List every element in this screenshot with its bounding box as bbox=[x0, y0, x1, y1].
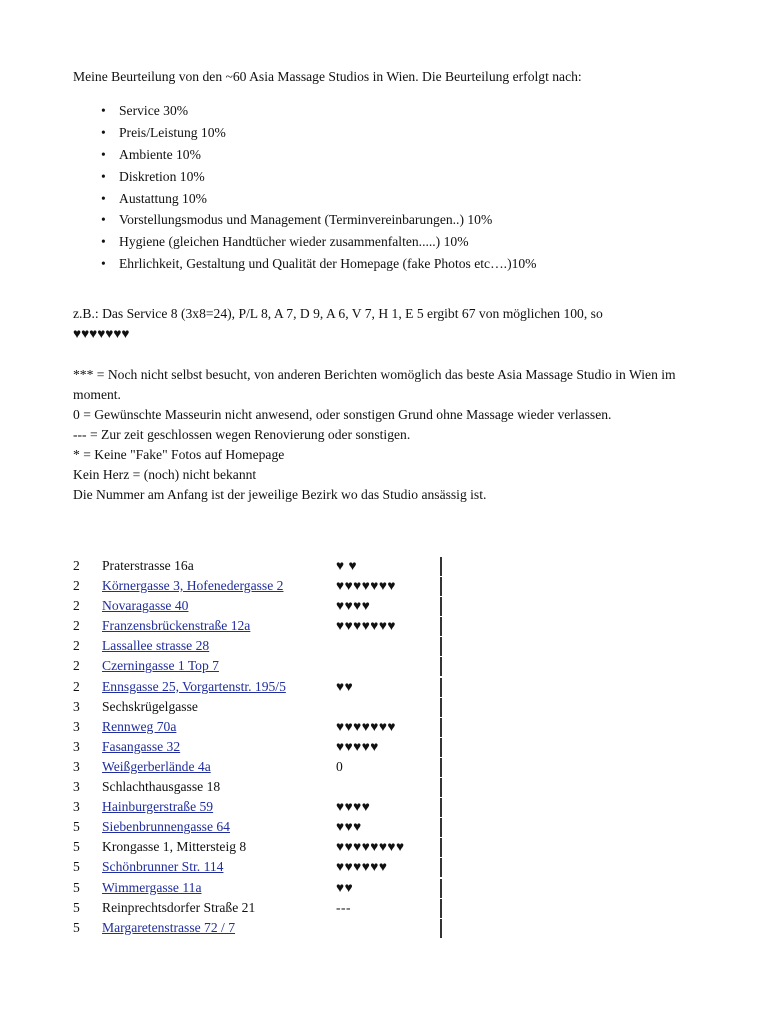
criteria-item: • Preis/Leistung 10% bbox=[101, 123, 537, 145]
district-number: 3 bbox=[73, 698, 80, 714]
rating-hearts: 0 bbox=[336, 758, 344, 774]
criteria-list bbox=[101, 101, 537, 276]
studio-address: Krongasse 1, Mittersteig 8 bbox=[102, 839, 247, 855]
studio-link[interactable]: Wimmergasse 11a bbox=[102, 879, 202, 895]
studio-address: Sechskrügelgasse bbox=[102, 698, 198, 714]
rating-hearts: ♥ ♥ bbox=[336, 558, 358, 573]
table-row bbox=[73, 717, 453, 737]
table-row bbox=[73, 898, 453, 918]
rating-hearts: ♥♥ bbox=[336, 879, 354, 895]
district-number: 2 bbox=[73, 598, 80, 614]
studio-link[interactable]: Margaretenstrasse 72 / 7 bbox=[102, 919, 236, 935]
table-row bbox=[73, 677, 453, 697]
studio-table bbox=[73, 556, 453, 938]
district-number: 5 bbox=[73, 819, 80, 835]
column-divider bbox=[440, 838, 442, 857]
column-divider bbox=[440, 758, 442, 777]
studio-link[interactable]: Rennweg 70a bbox=[102, 718, 177, 734]
table-row bbox=[73, 697, 453, 717]
rating-hearts: --- bbox=[336, 899, 352, 915]
legend-item: *** = Noch nicht selbst besucht, von anderen Berichten womöglich das beste Asia Massage Studio in Wien im moment. bbox=[73, 367, 676, 402]
intro-text: Meine Beurteilung von den ~60 Asia Massage Studios in Wien. Die Beurteilung erfolgt nach: bbox=[73, 69, 582, 84]
district-number: 3 bbox=[73, 758, 80, 774]
column-divider bbox=[440, 637, 442, 656]
district-number: 3 bbox=[73, 799, 80, 815]
studio-link[interactable]: Siebenbrunnengasse 64 bbox=[102, 819, 230, 835]
column-divider bbox=[440, 798, 442, 817]
district-number: 2 bbox=[73, 638, 80, 654]
studio-link[interactable]: Novaragasse 40 bbox=[102, 598, 189, 614]
table-row bbox=[73, 576, 453, 596]
studio-link[interactable]: Czerningasse 1 Top 7 bbox=[102, 658, 219, 674]
district-number: 5 bbox=[73, 899, 80, 915]
studio-address: Schlachthausgasse 18 bbox=[102, 779, 221, 795]
studio-link[interactable]: Schönbrunner Str. 114 bbox=[102, 859, 224, 875]
example-paragraph bbox=[73, 304, 713, 344]
table-row bbox=[73, 837, 453, 857]
column-divider bbox=[440, 718, 442, 737]
table-row bbox=[73, 777, 453, 797]
criteria-item: • Vorstellungsmodus und Management (Terminvereinbarungen..) 10% bbox=[101, 210, 537, 232]
table-row bbox=[73, 918, 453, 938]
table-row bbox=[73, 556, 453, 576]
studio-address: Praterstrasse 16a bbox=[102, 558, 194, 573]
district-number: 3 bbox=[73, 738, 80, 754]
rating-hearts: ♥♥ bbox=[336, 678, 354, 694]
district-number: 3 bbox=[73, 779, 80, 795]
column-divider bbox=[440, 597, 442, 616]
criteria-item: • Diskretion 10% bbox=[101, 167, 537, 189]
district-number: 5 bbox=[73, 859, 80, 875]
district-number: 5 bbox=[73, 919, 80, 935]
column-divider bbox=[440, 879, 442, 898]
criteria-item: • Ambiente 10% bbox=[101, 145, 537, 167]
column-divider bbox=[440, 858, 442, 877]
column-divider bbox=[440, 678, 442, 697]
rating-hearts: ♥♥♥♥♥♥♥ bbox=[336, 718, 396, 734]
criteria-item: • Hygiene (gleichen Handtücher wieder zusammenfalten.....) 10% bbox=[101, 232, 537, 254]
rating-hearts: ♥♥♥♥♥♥♥♥ bbox=[336, 839, 405, 855]
example-hearts: ♥♥♥♥♥♥♥ bbox=[73, 326, 130, 341]
column-divider bbox=[440, 738, 442, 757]
studio-link[interactable]: Ennsgasse 25, Vorgartenstr. 195/5 bbox=[102, 678, 286, 694]
table-row bbox=[73, 757, 453, 777]
studio-link[interactable]: Hainburgerstraße 59 bbox=[102, 799, 214, 815]
table-row bbox=[73, 797, 453, 817]
studio-link[interactable]: Lassallee strasse 28 bbox=[102, 638, 210, 654]
studio-link[interactable]: Fasangasse 32 bbox=[102, 738, 181, 754]
district-number: 2 bbox=[73, 658, 80, 674]
rating-hearts: ♥♥♥♥ bbox=[336, 598, 371, 614]
district-number: 2 bbox=[73, 578, 80, 594]
table-row bbox=[73, 737, 453, 757]
table-row bbox=[73, 878, 453, 898]
table-row bbox=[73, 857, 453, 877]
rating-hearts: ♥♥♥♥♥ bbox=[336, 738, 379, 754]
criteria-item: • Ehrlichkeit, Gestaltung und Qualität der Homepage (fake Photos etc….)10% bbox=[101, 254, 537, 276]
column-divider bbox=[440, 698, 442, 717]
rating-hearts: ♥♥♥♥ bbox=[336, 799, 371, 815]
legend-item: --- = Zur zeit geschlossen wegen Renovierung oder sonstigen. bbox=[73, 427, 411, 442]
studio-link[interactable]: Franzensbrückenstraße 12a bbox=[102, 618, 251, 634]
column-divider bbox=[440, 919, 442, 938]
rating-hearts: ♥♥♥♥♥♥♥ bbox=[336, 618, 396, 634]
rating-hearts: ♥♥♥♥♥♥♥ bbox=[336, 578, 396, 594]
table-row bbox=[73, 656, 453, 676]
table-row bbox=[73, 596, 453, 616]
legend-item: Die Nummer am Anfang ist der jeweilige Bezirk wo das Studio ansässig ist. bbox=[73, 487, 487, 502]
district-number: 3 bbox=[73, 718, 80, 734]
column-divider bbox=[440, 899, 442, 918]
legend bbox=[73, 365, 698, 505]
example-line: z.B.: Das Service 8 (3x8=24), P/L 8, A 7, D 9, A 6, V 7, H 1, E 5 ergibt 67 von möglichen 100, so bbox=[73, 306, 603, 321]
table-row bbox=[73, 817, 453, 837]
district-number: 2 bbox=[73, 678, 80, 694]
rating-hearts: ♥♥♥ bbox=[336, 819, 362, 835]
table-row bbox=[73, 636, 453, 656]
legend-item: * = Keine "Fake" Fotos auf Homepage bbox=[73, 447, 285, 462]
criteria-item: • Service 30% bbox=[101, 101, 537, 123]
column-divider bbox=[440, 577, 442, 596]
rating-hearts: ♥♥♥♥♥♥ bbox=[336, 859, 388, 875]
studio-address: Reinprechtsdorfer Straße 21 bbox=[102, 899, 256, 915]
legend-item: 0 = Gewünschte Masseurin nicht anwesend, oder sonstigen Grund ohne Massage wieder verlassen. bbox=[73, 407, 612, 422]
legend-item: Kein Herz = (noch) nicht bekannt bbox=[73, 467, 257, 482]
district-number: 2 bbox=[73, 558, 80, 573]
district-number: 5 bbox=[73, 839, 80, 855]
table-row bbox=[73, 616, 453, 636]
column-divider bbox=[440, 818, 442, 837]
studio-link[interactable]: Weißgerberlände 4a bbox=[102, 758, 211, 774]
studio-link[interactable]: Körnergasse 3, Hofenedergasse 2 bbox=[102, 578, 284, 594]
column-divider bbox=[440, 617, 442, 636]
criteria-item: • Austattung 10% bbox=[101, 189, 537, 211]
district-number: 5 bbox=[73, 879, 80, 895]
district-number: 2 bbox=[73, 618, 80, 634]
column-divider bbox=[440, 657, 442, 676]
column-divider bbox=[440, 778, 442, 797]
column-divider bbox=[440, 557, 442, 576]
